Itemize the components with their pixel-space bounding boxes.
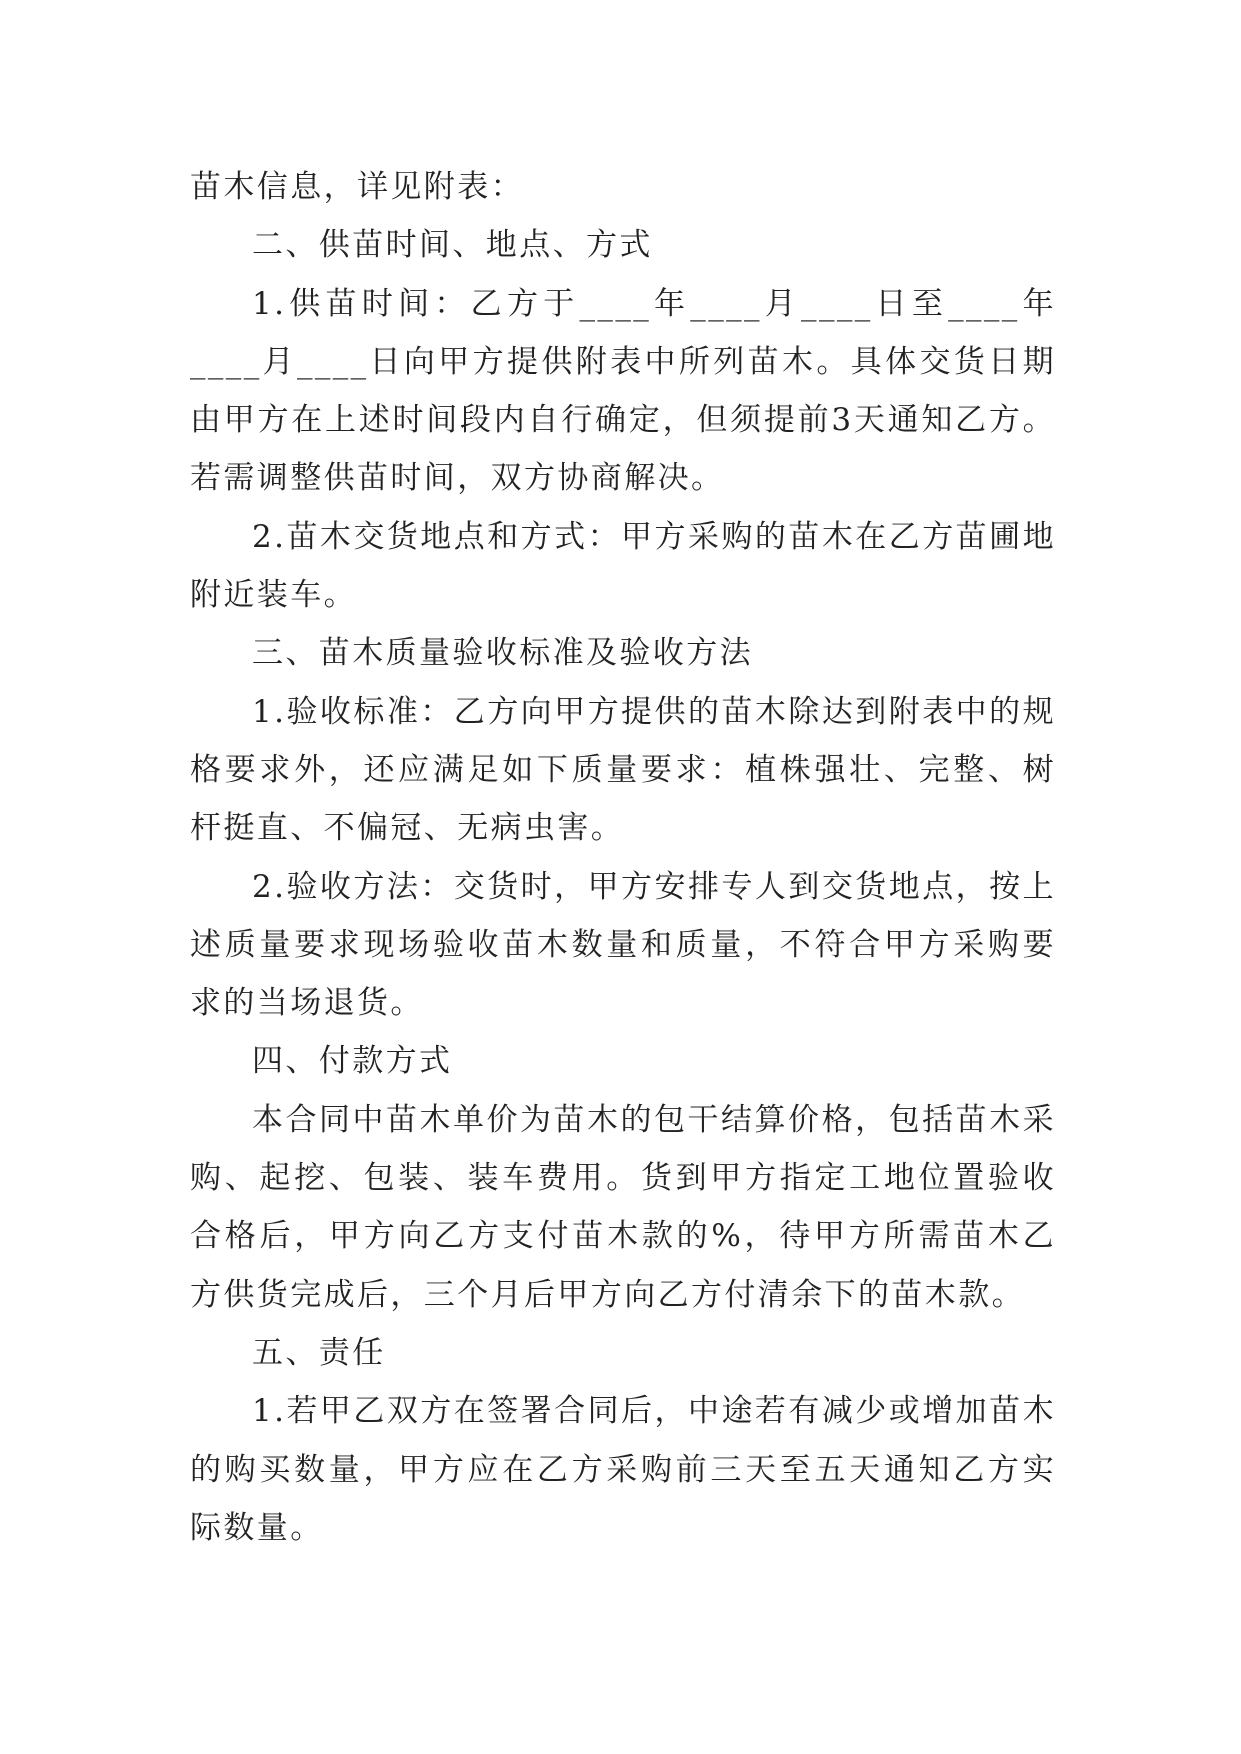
- paragraph-supply-time: 1.供苗时间：乙方于____年____月____日至____年____月____日向甲方提供附表中所列苗木。具体交货日期由甲方在上述时间段内自行确定，但须提前3天通知乙方。若需调整供苗时间，双方协商解决。: [190, 285, 1056, 497]
- paragraph-liability-quantity: 1.若甲乙双方在签署合同后，中途若有减少或增加苗木的购买数量，甲方应在乙方采购前三天至五天通知乙方实际数量。: [190, 1393, 1056, 1546]
- paragraph-acceptance-method: 2.验收方法：交货时，甲方安排专人到交货地点，按上述质量要求现场验收苗木数量和质量，不符合甲方采购要求的当场退货。: [190, 868, 1056, 1022]
- document-body: [190, 158, 1056, 1557]
- section-heading-liability: 五、责任: [252, 1334, 386, 1371]
- section-heading-payment: 四、付款方式: [252, 1043, 453, 1080]
- section-heading-quality: 三、苗木质量验收标准及验收方法: [252, 635, 753, 672]
- paragraph-acceptance-standard: 1.验收标准：乙方向甲方提供的苗木除达到附表中的规格要求外，还应满足如下质量要求：植株强壮、完整、树杆挺直、不偏冠、无病虫害。: [190, 693, 1056, 847]
- paragraph-payment-terms: 本合同中苗木单价为苗木的包干结算价格，包括苗木采购、起挖、包装、装车费用。货到甲方指定工地位置验收合格后，甲方向乙方支付苗木款的%，待甲方所需苗木乙方供货完成后，三个月后甲方向乙方付清余下的苗木款。: [190, 1101, 1056, 1313]
- section-heading-supply: 二、供苗时间、地点、方式: [252, 227, 653, 264]
- paragraph-delivery-place: 2.苗木交货地点和方式：甲方采购的苗木在乙方苗圃地附近装车。: [190, 518, 1056, 614]
- paragraph-seedling-info: 苗木信息，详见附表：: [190, 169, 524, 205]
